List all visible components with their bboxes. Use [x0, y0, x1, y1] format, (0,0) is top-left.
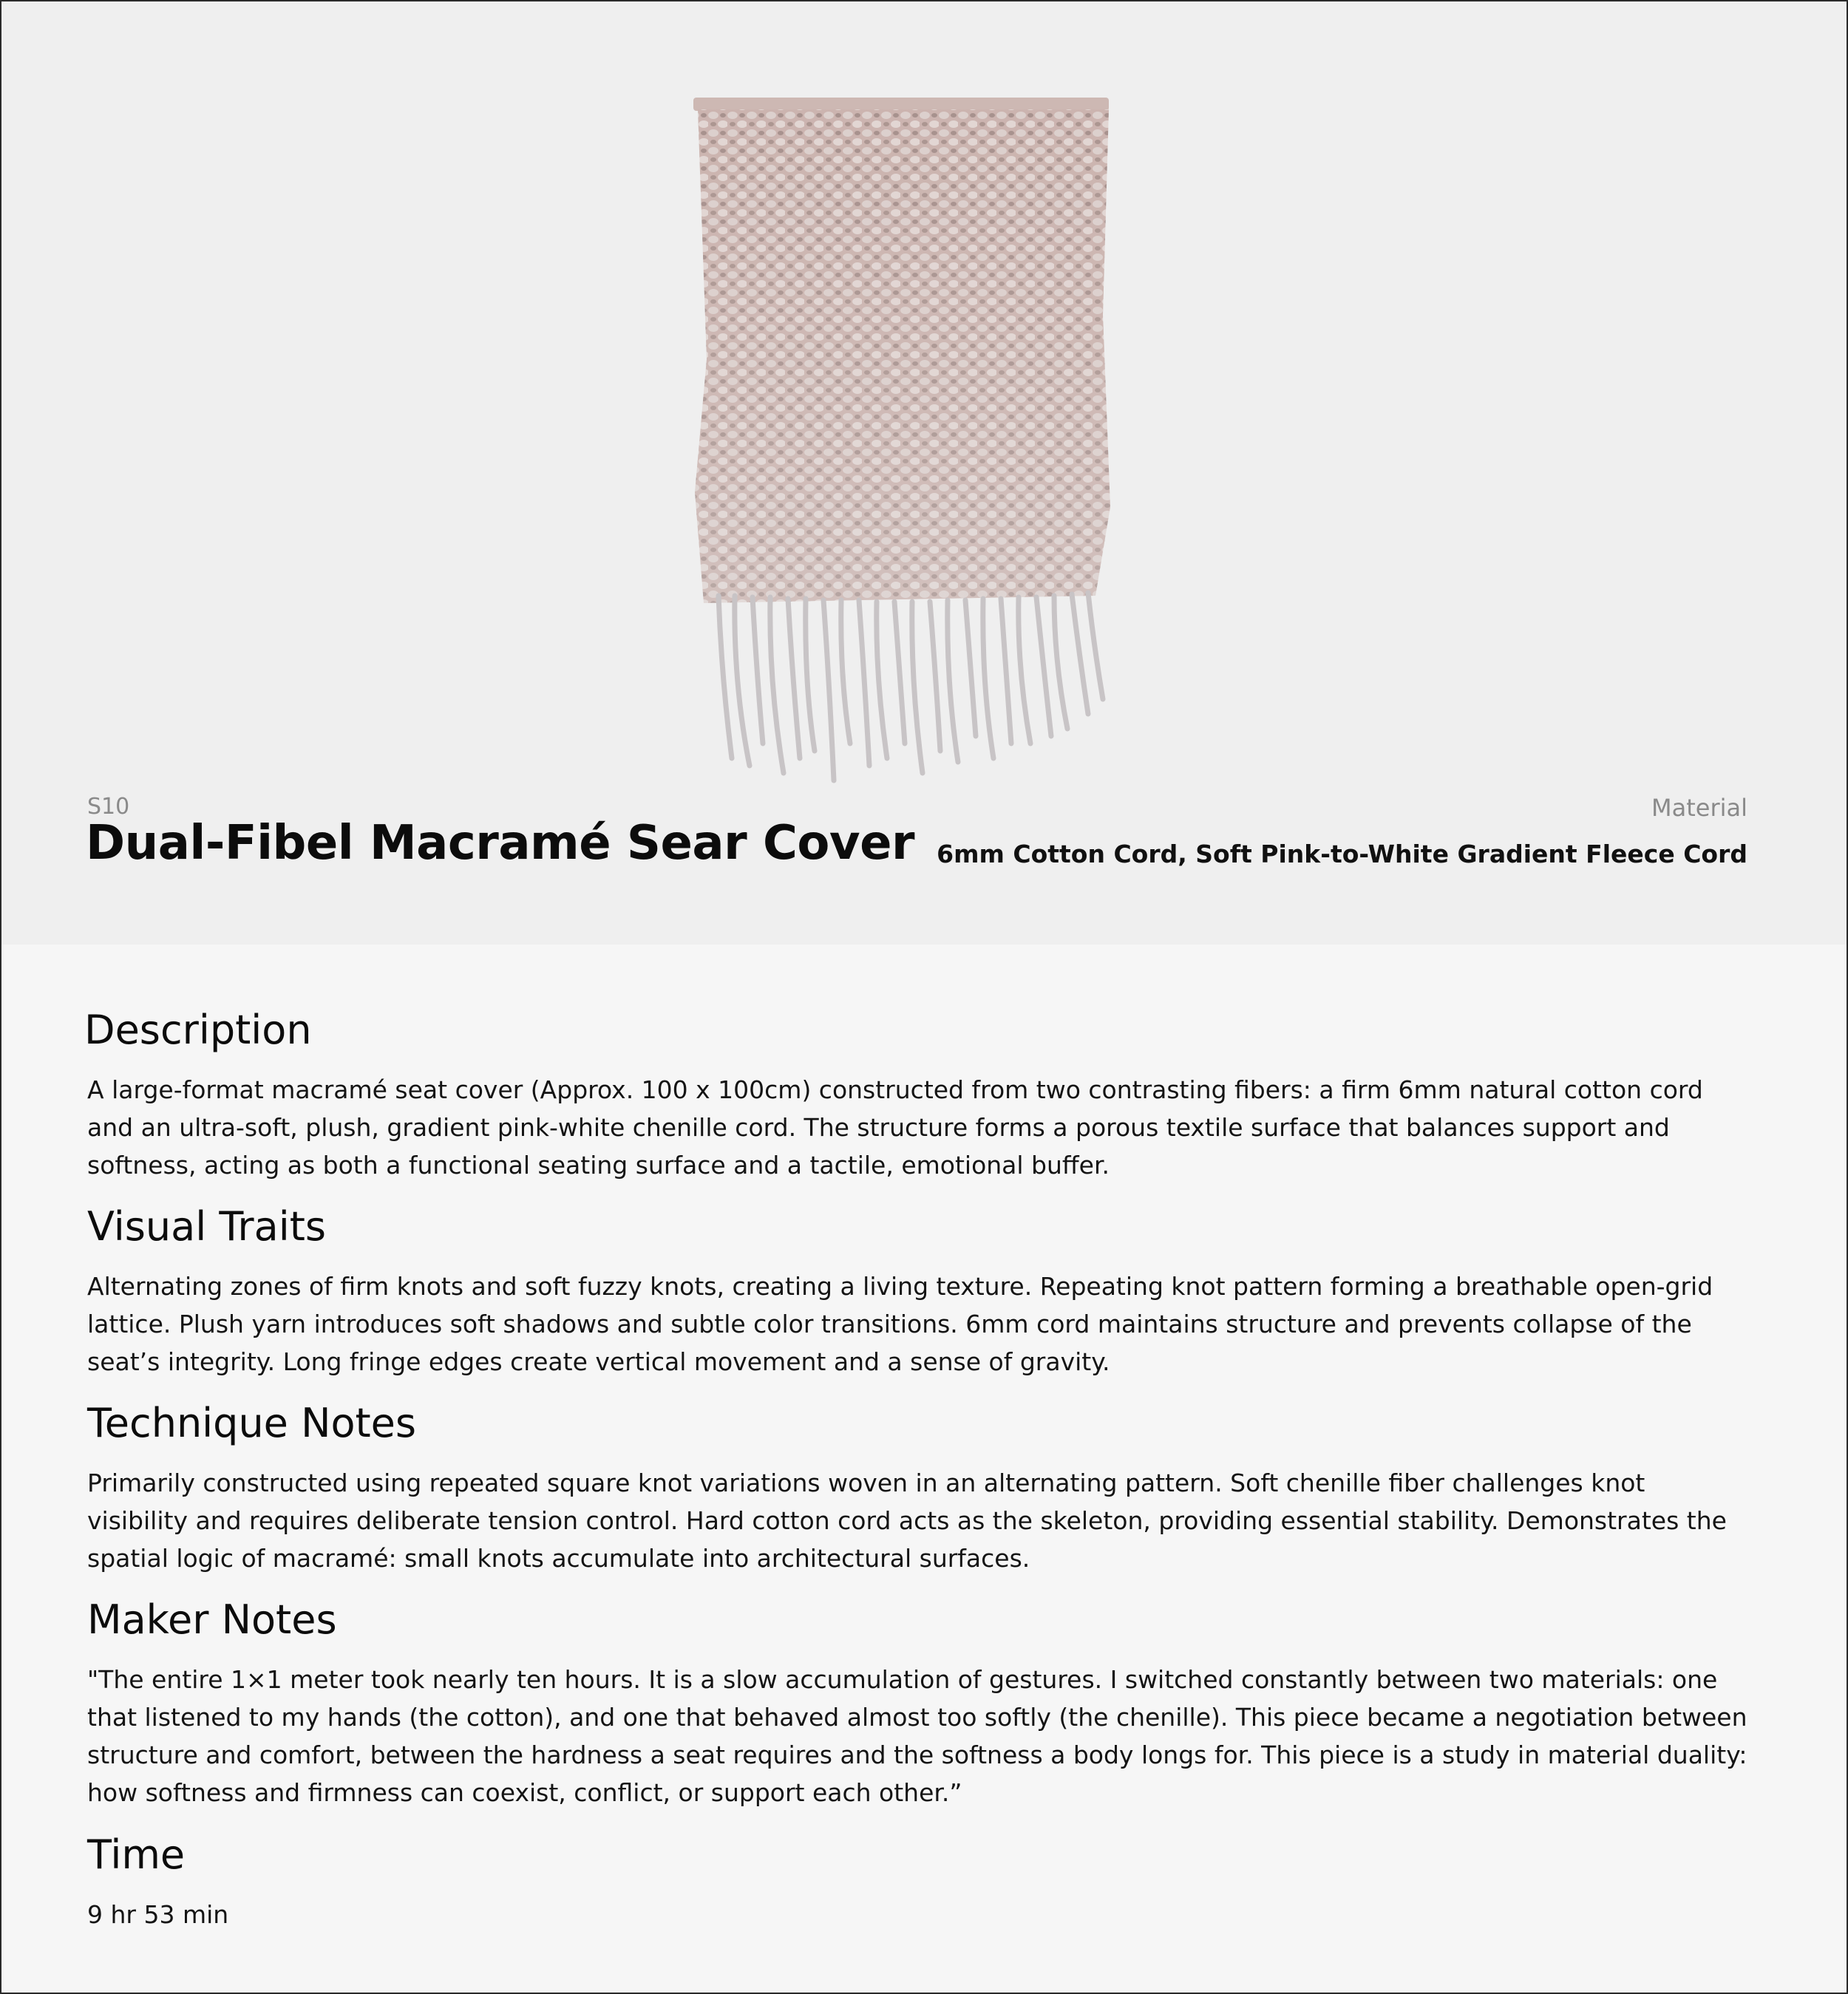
technique-notes-text: Primarily constructed using repeated square knot variations woven in an alternating pattern. Soft chenille fiber challenges knot visibility and requires deliberate tension control. Hard cotton cord acts as the skeleton, providing essential stability. Demonstrates the spatial logic of macramé: small knots accumulate into architectural surfaces.: [87, 1469, 1727, 1573]
macrame-seat-cover-photo: [689, 93, 1118, 788]
technique-notes-heading: Technique Notes: [87, 1400, 417, 1446]
item-title: Dual-Fibel Macramé Sear Cover: [86, 816, 915, 871]
material-value: 6mm Cotton Cord, Soft Pink-to-White Gradient Fleece Cord: [937, 840, 1747, 868]
maker-notes-heading: Maker Notes: [87, 1596, 337, 1643]
item-code: S10: [87, 794, 130, 820]
description-heading: Description: [84, 1007, 312, 1053]
details-section: [1, 945, 1847, 1993]
maker-notes-section: [87, 1596, 1750, 1811]
technique-notes-section: [87, 1400, 1750, 1577]
maker-notes-text: "The entire 1×1 meter took nearly ten hours. It is a slow accumulation of gestures. I switched constantly between two materials: one that listened to my hands (the cotton), and one that behaved almost too softly (the chenille). This piece became a negotiation between structure and comfort, between the hardness a seat requires and the softness a body longs for. This piece is a study in material duality: how softness and firmness can coexist, conflict, or support each other.”: [87, 1665, 1747, 1807]
time-value: 9 hr 53 min: [87, 1900, 229, 1929]
hanging-rod: [693, 98, 1109, 111]
visual-traits-text: Alternating zones of firm knots and soft fuzzy knots, creating a living texture. Repeating knot pattern forming a breathable open-grid lattice. Plush yarn introduces soft shadows and subtle color transitions. 6mm cord maintains structure and prevents collapse of the seat’s integrity. Long fringe edges create vertical movement and a sense of gravity.: [87, 1272, 1713, 1376]
material-label: Material: [1651, 794, 1747, 822]
time-heading: Time: [87, 1831, 186, 1878]
description-text: A large-format macramé seat cover (Approx. 100 x 100cm) constructed from two contrasting fibers: a firm 6mm natural cotton cord and an ultra-soft, plush, gradient pink-white chenille cord. The structure forms a porous textile surface that balances support and softness, acting as both a functional seating surface and a tactile, emotional buffer.: [87, 1075, 1703, 1180]
fringe: [719, 593, 1103, 780]
time-section: [87, 1831, 1750, 1933]
description-section: [84, 1007, 1750, 1184]
visual-traits-section: [87, 1203, 1750, 1381]
visual-traits-heading: Visual Traits: [87, 1203, 327, 1250]
hero-section: [1, 1, 1847, 945]
